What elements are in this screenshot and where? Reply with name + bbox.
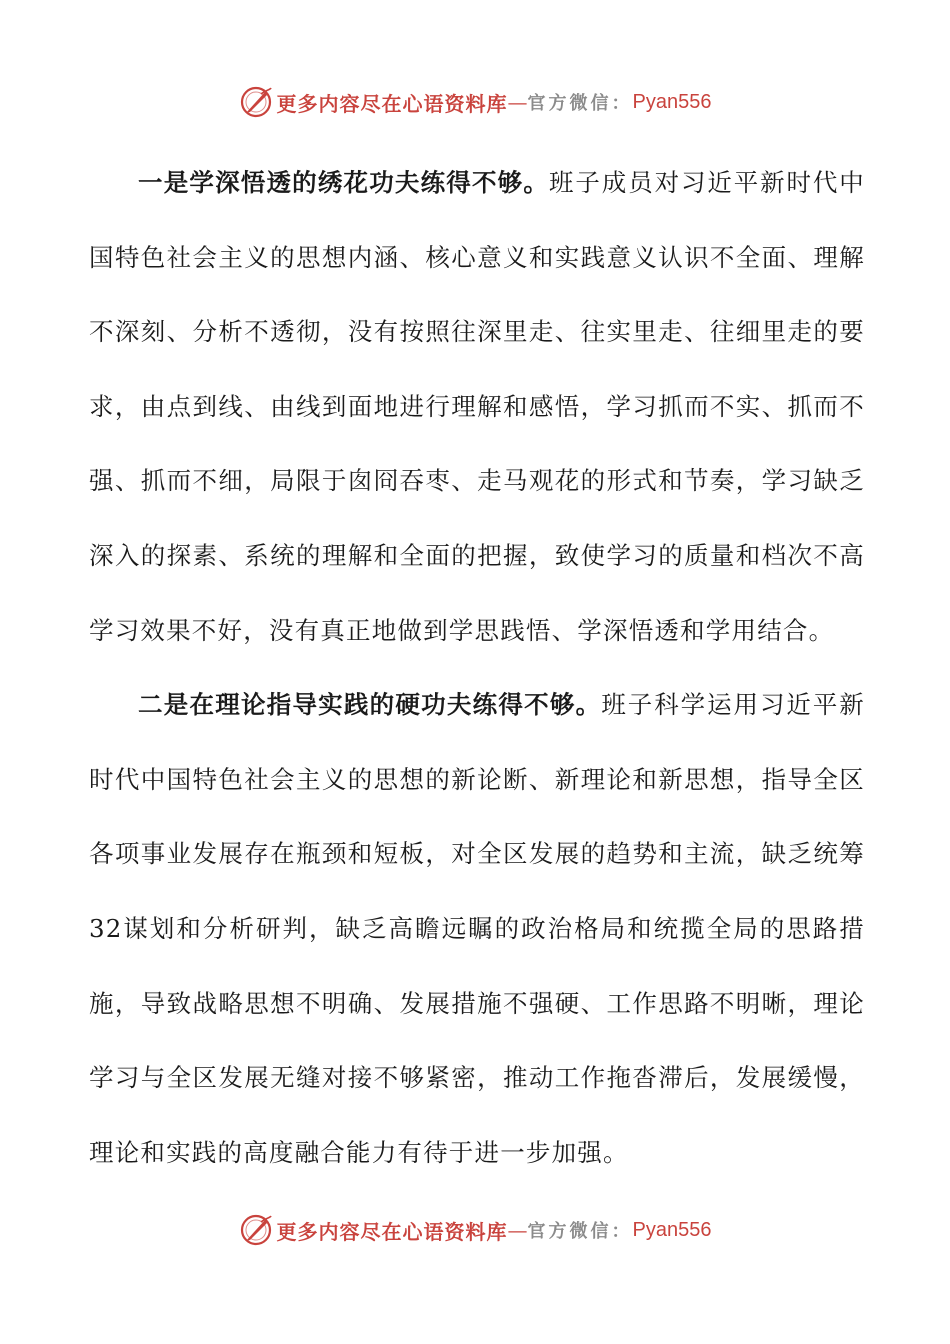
- banner-wechat-id: Pyan556: [632, 1218, 712, 1241]
- paragraph-2-text: 班子科学运用习近平新时代中国特色社会主义的思想的新论断、新理论和新思想，指导全区各项事业发展存在瓶颈和短板，对全区发展的趋势和主流，缺乏统筹32谋划和分析研判，缺乏高瞻远瞩的政治格局和统揽全局的思路措施，导致战略思想不明确、发展措施不强硬、工作思路不明晰，理论学习与全区发展无缝对接不够紧密，推动工作拖沓滞后，发展缓慢，理论和实践的高度融合能力有待于进一步加强。: [89, 690, 866, 1167]
- header-banner: [0, 82, 950, 122]
- quill-pen-logo-icon: [239, 85, 273, 119]
- paragraph-2: [89, 668, 865, 1190]
- banner-title: 更多内容尽在心语资料库: [276, 1219, 508, 1244]
- quill-pen-logo-icon: [239, 1213, 273, 1247]
- banner-wechat-id: Pyan556: [632, 90, 712, 113]
- paragraph-1-lead: 一是学深悟透的绣花功夫练得不够。: [138, 168, 550, 197]
- banner-wechat-label: 官方微信：: [527, 1221, 633, 1242]
- document-body: [89, 146, 865, 1190]
- footer-banner: [0, 1210, 950, 1250]
- banner-separator: —: [507, 90, 528, 114]
- banner-title: 更多内容尽在心语资料库: [276, 91, 508, 116]
- paragraph-2-lead: 二是在理论指导实践的硬功夫练得不够。: [138, 690, 602, 720]
- paragraph-1-text: 班子成员对习近平新时代中国特色社会主义的思想内涵、核心意义和实践意义认识不全面、理解不深刻、分析不透彻，没有按照往深里走、往实里走、往细里走的要求，由点到线、由线到面地进行理解和感悟，学习抓而不实、抓而不强、抓而不细，局限于囱冏吞枣、走马观花的形式和节奏，学习缺乏深入的探素、系统的理解和全面的把握，致使学习的质量和档次不高学习效果不好，没有真正地做到学思践悟、学深悟透和学用结合。: [89, 168, 866, 645]
- banner-wechat-label: 官方微信：: [527, 93, 633, 114]
- paragraph-1: [89, 146, 865, 668]
- banner-separator: —: [507, 1218, 528, 1242]
